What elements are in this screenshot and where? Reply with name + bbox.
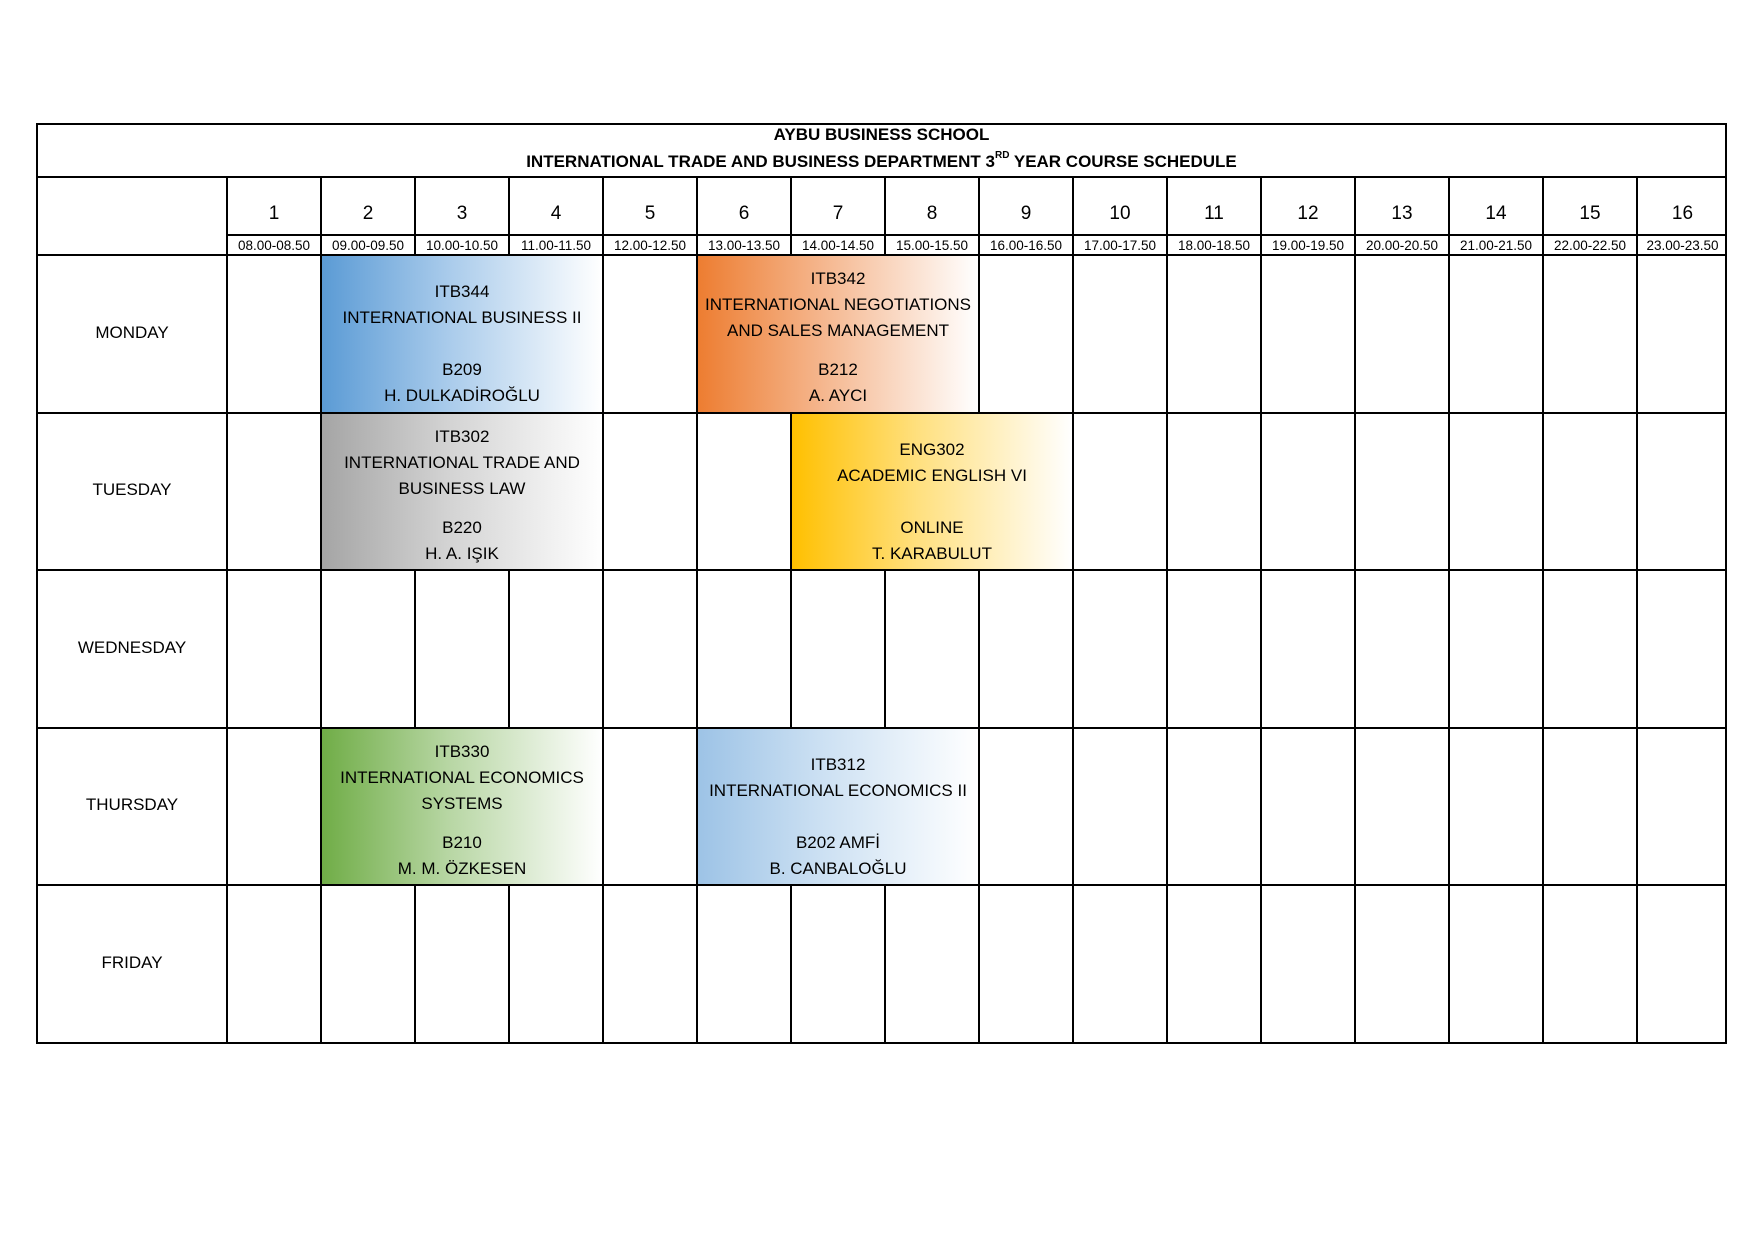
period-number: 16 [1671,203,1694,224]
empty-slot [1072,727,1166,885]
empty-slot [884,569,978,727]
empty-slot [1166,254,1260,412]
course-name: INTERNATIONAL NEGOTIATIONS [704,295,972,314]
course-code: ITB330 [434,741,490,761]
course-code: ITB302 [434,426,490,446]
course-instructor: H. DULKADİROĞLU [384,386,540,405]
period-header-7 [790,178,884,256]
empty-slot [1354,254,1448,412]
empty-slot [1260,412,1354,570]
course-name: AND SALES MANAGEMENT [727,321,949,340]
empty-slot [1260,569,1354,727]
period-header-2 [320,178,414,256]
period-header-10 [1072,178,1166,256]
empty-slot [414,569,508,727]
course-room: B212 [818,360,858,379]
empty-slot [884,884,978,1042]
period-time: 23.00-23.50 [1638,234,1727,256]
empty-slot [1354,412,1448,570]
empty-slot [1542,569,1636,727]
period-header-6 [696,178,790,256]
empty-slot [1166,412,1260,570]
course-schedule-table [36,123,1727,1044]
empty-slot [978,254,1072,412]
period-header-1 [226,178,320,256]
empty-slot [508,569,602,727]
empty-slot [1542,412,1636,570]
period-number: 6 [738,203,750,224]
period-number: 3 [456,203,468,224]
period-header-16 [1636,178,1727,256]
course-name: ACADEMIC ENGLISH VI [837,465,1027,485]
period-number: 5 [644,203,656,224]
course-instructor: T. KARABULUT [872,543,992,563]
period-number: 1 [268,203,280,224]
empty-slot [1636,254,1727,412]
period-time: 09.00-09.50 [322,234,414,256]
period-header-5 [602,178,696,256]
period-number: 7 [832,203,844,224]
empty-slot [978,569,1072,727]
empty-slot [1354,569,1448,727]
course-code: ITB344 [434,282,490,301]
period-number: 8 [926,203,938,224]
empty-slot [696,884,790,1042]
period-number: 12 [1297,203,1319,224]
empty-slot [1448,569,1542,727]
day-label-thursday: THURSDAY [85,795,179,815]
empty-slot [696,569,790,727]
empty-slot [1166,569,1260,727]
empty-slot [1354,727,1448,885]
period-number: 11 [1204,203,1224,224]
empty-slot [1072,569,1166,727]
empty-slot [1448,727,1542,885]
department-title [38,152,1725,172]
course-block-itb312 [696,727,978,885]
period-time: 15.00-15.50 [886,234,978,256]
department-title-end: YEAR COURSE SCHEDULE [1009,152,1237,171]
period-time: 08.00-08.50 [228,234,320,256]
empty-slot [602,569,696,727]
empty-slot [1636,727,1727,885]
course-instructor: B. CANBALOĞLU [769,858,907,878]
empty-slot [320,569,414,727]
course-code: ENG302 [899,439,965,459]
course-name: INTERNATIONAL TRADE AND [344,452,580,472]
period-time: 14.00-14.50 [792,234,884,256]
empty-slot [602,412,696,570]
period-header-13 [1354,178,1448,256]
empty-slot [1354,884,1448,1042]
period-number: 14 [1485,203,1507,224]
empty-slot [1448,884,1542,1042]
empty-slot [978,727,1072,885]
course-room: ONLINE [900,517,964,537]
period-time: 13.00-13.50 [698,234,790,256]
period-header-3 [414,178,508,256]
course-block-itb342 [696,254,978,412]
course-block-itb344 [320,254,602,412]
empty-slot [1260,727,1354,885]
period-header-12 [1260,178,1354,256]
empty-slot [1542,884,1636,1042]
period-number: 15 [1579,203,1601,224]
empty-slot [226,727,320,885]
course-name: INTERNATIONAL ECONOMICS II [709,780,967,800]
period-number: 13 [1391,203,1413,224]
period-header-14 [1448,178,1542,256]
course-instructor: M. M. ÖZKESEN [397,858,527,878]
empty-slot [1542,254,1636,412]
period-time: 11.00-11.50 [510,234,602,256]
course-name: INTERNATIONAL BUSINESS II [342,308,582,327]
period-time: 17.00-17.50 [1074,234,1166,256]
empty-slot [226,884,320,1042]
school-title: AYBU BUSINESS SCHOOL [773,125,990,144]
course-block-itb330 [320,727,602,885]
day-label-friday: FRIDAY [101,952,163,972]
period-number: 4 [550,203,562,224]
period-number: 10 [1109,203,1131,224]
course-instructor: A. AYCI [808,386,868,405]
empty-slot [1448,412,1542,570]
period-number: 2 [362,203,374,224]
empty-slot [1636,412,1727,570]
empty-slot [1166,727,1260,885]
course-code: ITB312 [810,754,866,774]
empty-slot [1636,884,1727,1042]
course-room: B220 [442,517,482,537]
course-name: SYSTEMS [421,793,503,813]
empty-slot [602,884,696,1042]
empty-slot [414,884,508,1042]
period-header-15 [1542,178,1636,256]
period-header-8 [884,178,978,256]
empty-slot [1636,569,1727,727]
period-time: 12.00-12.50 [604,234,696,256]
course-name: INTERNATIONAL ECONOMICS [340,767,584,787]
period-header-4 [508,178,602,256]
period-time: 20.00-20.50 [1356,234,1448,256]
course-room: B209 [442,360,482,379]
empty-slot [1166,884,1260,1042]
period-header-11 [1166,178,1260,256]
ordinal-suffix: RD [994,150,1010,162]
course-block-eng302 [790,412,1072,570]
empty-slot [226,412,320,570]
empty-slot [1260,884,1354,1042]
course-instructor: H. A. IŞIK [425,543,499,563]
course-code: ITB342 [810,269,866,288]
period-time: 19.00-19.50 [1262,234,1354,256]
period-time: 16.00-16.50 [980,234,1072,256]
empty-slot [602,727,696,885]
day-label-monday: MONDAY [95,322,169,342]
course-block-itb302 [320,412,602,570]
period-time: 18.00-18.50 [1168,234,1260,256]
department-title-main: INTERNATIONAL TRADE AND BUSINESS DEPARTMENT 3 [526,152,995,171]
period-number: 9 [1020,203,1032,224]
empty-slot [1072,884,1166,1042]
empty-slot [1448,254,1542,412]
empty-slot [508,884,602,1042]
empty-slot [226,254,320,412]
empty-slot [1072,412,1166,570]
empty-slot [602,254,696,412]
empty-slot [790,884,884,1042]
empty-slot [696,412,790,570]
empty-slot [1260,254,1354,412]
empty-slot [790,569,884,727]
empty-slot [1542,727,1636,885]
course-room: B210 [442,832,482,852]
course-room: B202 AMFİ [795,832,881,852]
empty-slot [1072,254,1166,412]
empty-slot [320,884,414,1042]
course-name: BUSINESS LAW [398,478,526,498]
schedule-title [38,125,1725,178]
period-time: 21.00-21.50 [1450,234,1542,256]
day-label-tuesday: TUESDAY [92,480,172,500]
period-time: 22.00-22.50 [1544,234,1636,256]
empty-slot [978,884,1072,1042]
day-label-wednesday: WEDNESDAY [77,637,187,657]
period-time: 10.00-10.50 [416,234,508,256]
period-header-9 [978,178,1072,256]
empty-slot [226,569,320,727]
